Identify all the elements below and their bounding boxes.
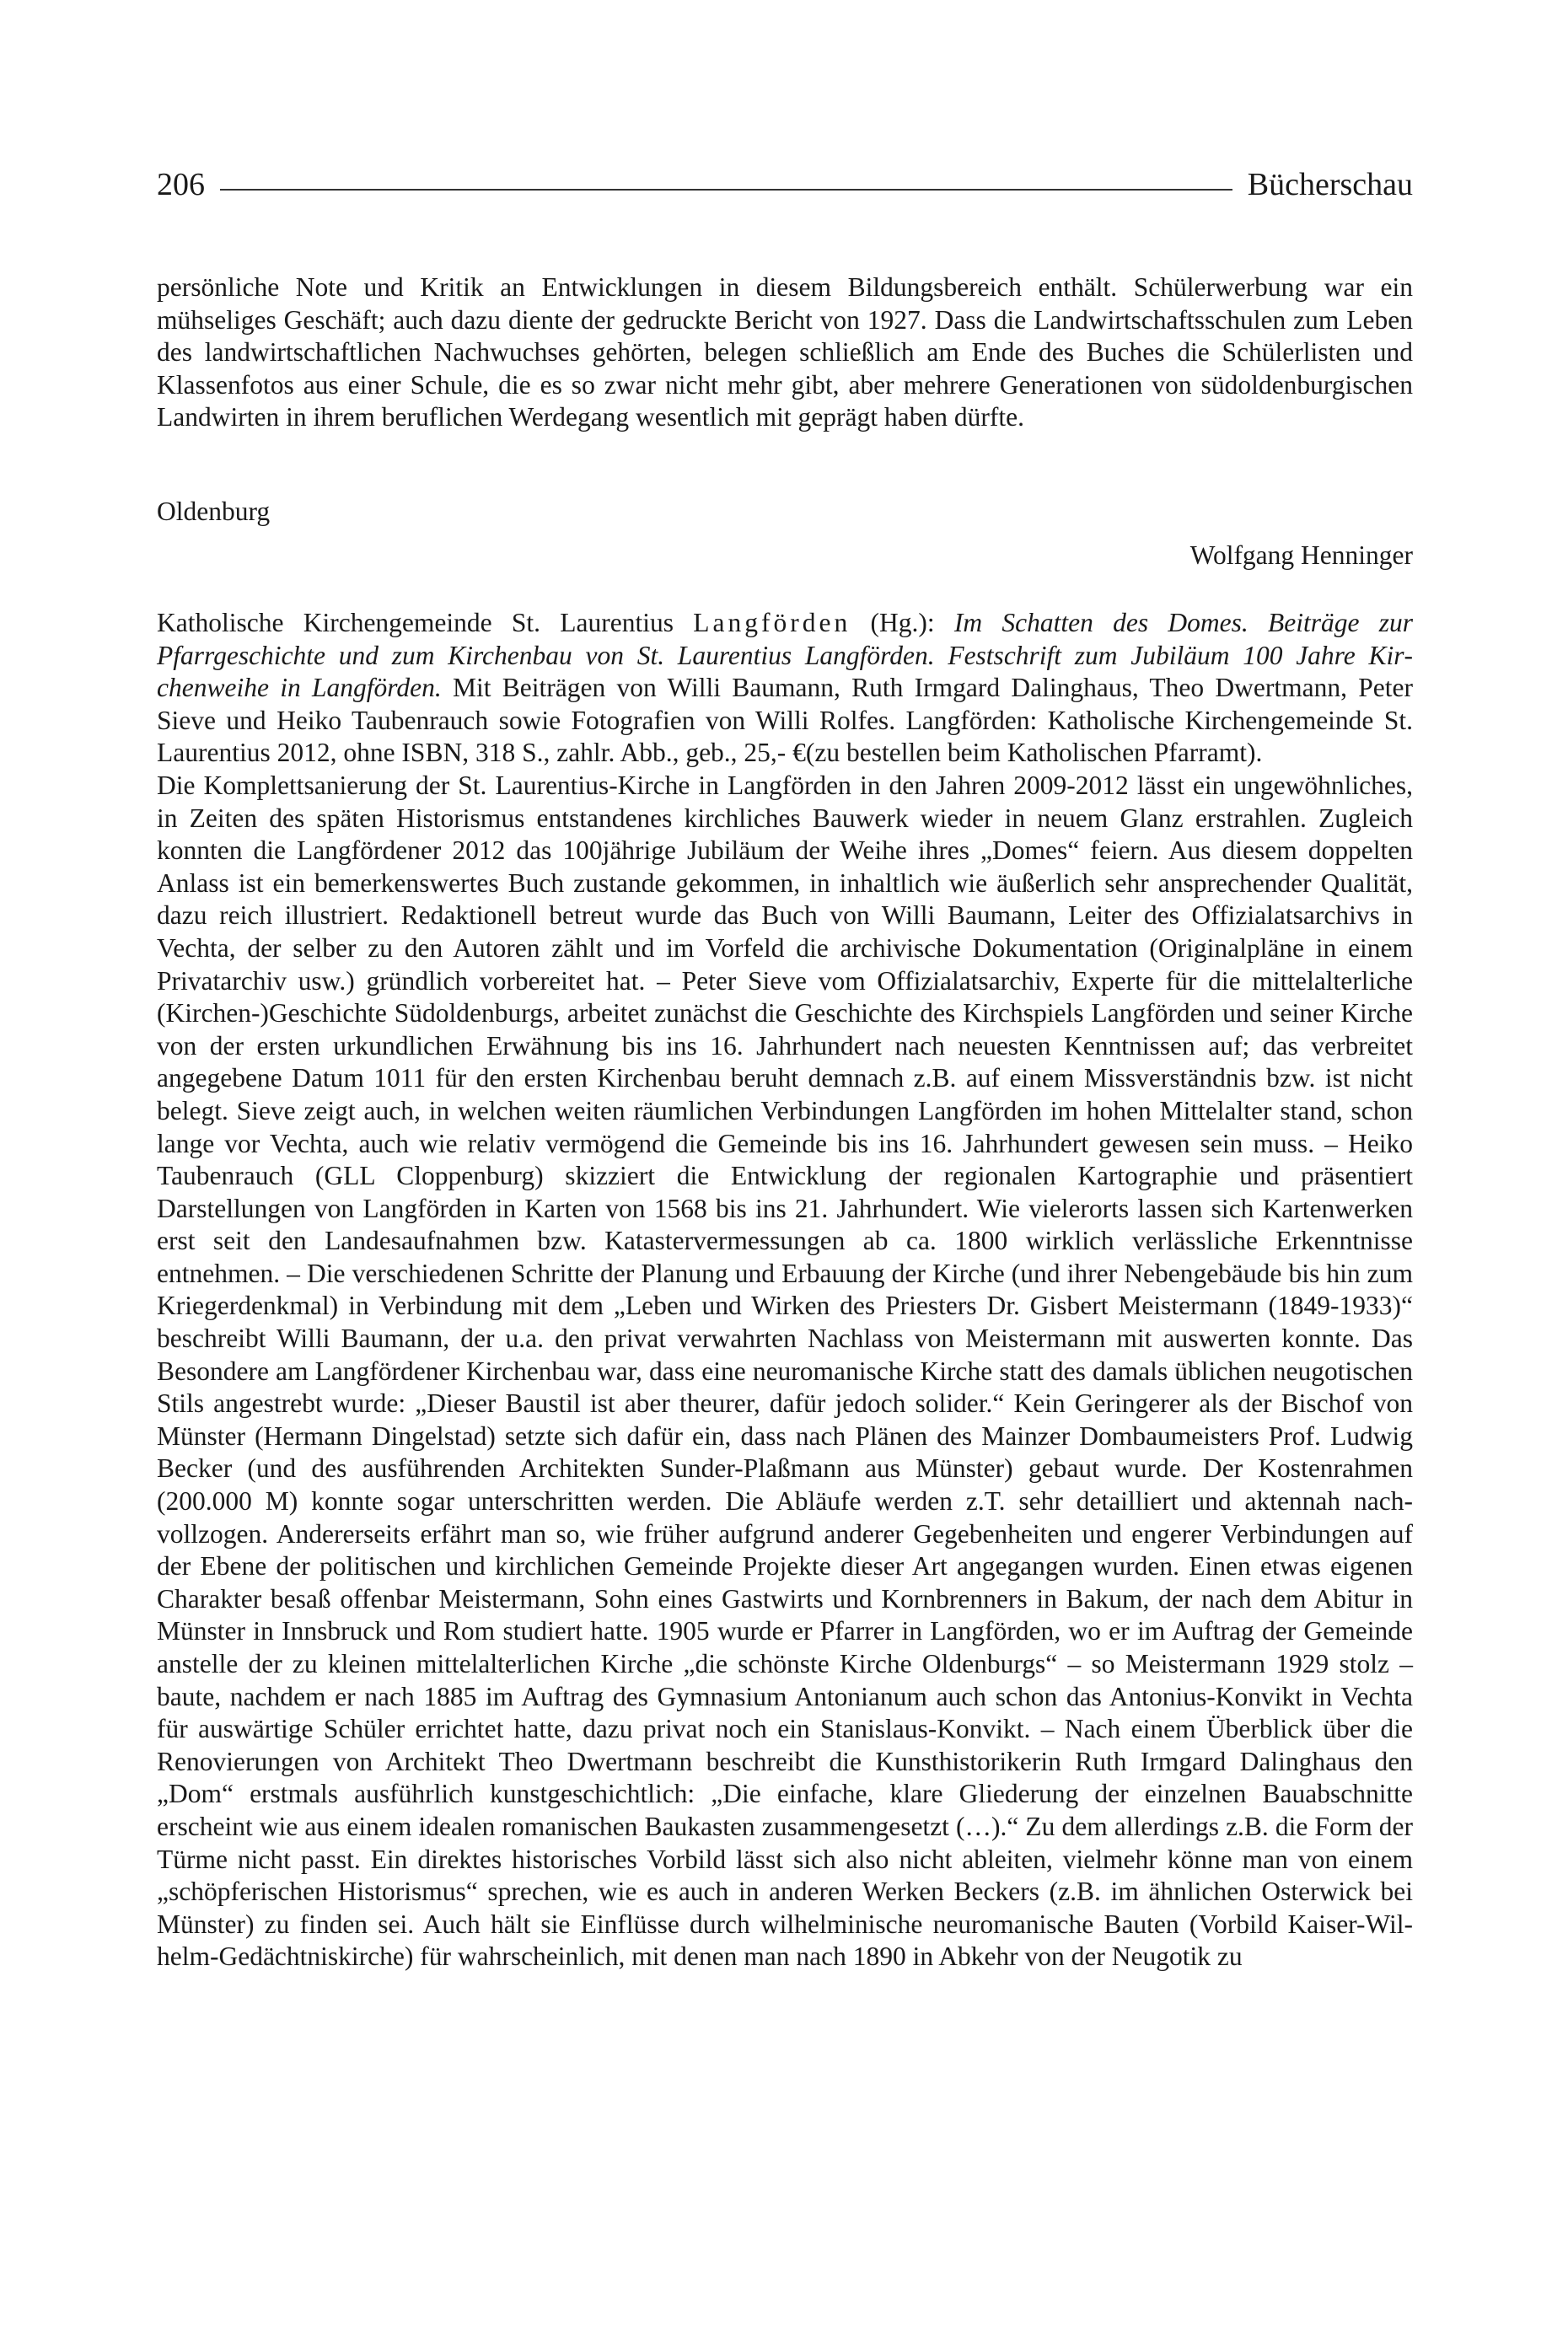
- bibliographic-entry: [157, 607, 1413, 770]
- signature-place: Oldenburg: [157, 497, 271, 526]
- biblio-publisher: Katholische Kirchengemeinde St. Laurentius: [157, 608, 694, 637]
- page-number: 206: [157, 167, 205, 202]
- signature-author: Wolfgang Henninger: [1189, 540, 1413, 570]
- review-body-text: Die Komplettsanierung der St. Laurentius-Kirche in Langförden in den Jahren 2009-2012 lässt ein ungewöhnliches, in Zeiten des späten Historismus entstandenes kirchliches Bauwerk wieder in neuem Glanz erstrahlen. Zugleich konnten die Langfördener 2012 das 100jährige Jubiläum der Weihe ihres „Domes“ feiern. Aus diesem doppelten Anlass ist ein bemerkenswertes Buch zustande gekommen, in inhaltlich wie äußerlich sehr ansprechender Qualität, dazu reich illustriert. Redaktionell betreut wurde das Buch von Willi Baumann, Leiter des Offizialatsarchivs in Vechta, der selber zu den Autoren zählt und im Vorfeld die archivische Dokumentation (Originalpläne in einem Privatarchiv usw.) gründlich vorbereitet hat. – Peter Sieve vom Offizialatsarchiv, Experte für die mittelalterliche (Kirchen-)Geschichte Südoldenburgs, arbeitet zunächst die Geschichte des Kirchspiels Langförden und seiner Kirche von der ersten urkundlichen Erwähnung bis ins 16. Jahrhundert nach neuesten Kenntnissen auf; das verbreitet angegebene Datum 1011 für den ersten Kirchenbau beruht demnach z.B. auf einem Missverständnis bzw. ist nicht belegt. Sieve zeigt auch, in welchen weiten räumlichen Verbindungen Langförden im hohen Mittelalter stand, schon lange vor Vechta, auch wie relativ vermögend die Gemeinde bis ins 16. Jahrhundert gewesen sein muss. – Heiko Taubenrauch (GLL Cloppenburg) skizziert die Entwicklung der regionalen Kartographie und präsentiert Darstellungen von Langförden in Karten von 1568 bis ins 21. Jahrhundert. Wie vielerorts lassen sich Kartenwerken erst seit den Landesaufnahmen bzw. Katastervermessungen ab ca. 1800 wirklich verlässliche Erkenntnisse entnehmen. – Die verschiedenen Schritte der Planung und Erbauung der Kirche (und ihrer Nebengebäude bis hin zum Kriegerdenkmal) in Verbindung mit dem „Leben und Wirken des Priesters Dr. Gisbert Meistermann (1849-1933)“ beschreibt Willi Baumann, der u.a. den privat verwahrten Nachlass von Meistermann mit auswerten konnte. Das Besondere am Langfördener Kirchenbau war, dass eine neuromanische Kirche statt des damals üblichen neugotischen Stils angestrebt wurde: „Dieser Baustil ist aber theurer, dafür jedoch solider.“ Kein Geringerer als der Bischof von Münster (Hermann Dingelstad) setzte sich dafür ein, dass nach Plänen des Mainzer Dombaumeisters Prof. Ludwig Becker (und des ausführenden Architekten Sunder-Plaßmann aus Münster) gebaut wurde. Der Kostenrahmen (200.000 M) konnte sogar unterschritten werden. Die Abläufe werden z.T. sehr detailliert und aktennah nachvollzogen. Andererseits erfährt man so, wie früher aufgrund anderer Gegebenheiten und engerer Verbindungen auf der Ebene der politischen und kirchlichen Gemeinde Projekte dieser Art angegangen wurden. Einen etwas eigenen Charakter besaß offenbar Meistermann, Sohn eines Gastwirts und Kornbrenners in Bakum, der nach dem Abitur in Münster in Innsbruck und Rom studiert hatte. 1905 wurde er Pfarrer in Langförden, wo er im Auftrag der Gemeinde anstelle der zu kleinen mittelalterlichen Kirche „die schönste Kirche Oldenburgs“ – so Meistermann 1929 stolz – baute, nachdem er nach 1885 im Auftrag des Gymnasium Antonianum auch schon das Antonius-Konvikt in Vechta für auswärtige Schüler errichtet hatte, dazu privat noch ein Stanislaus-Konvikt. – Nach einem Überblick über die Renovierungen von Architekt Theo Dwertmann beschreibt die Kunsthistorikerin Ruth Irmgard Dalinghaus den „Dom“ erstmals ausführlich kunstgeschichtlich: „Die einfache, klare Gliederung der einzelnen Bauabschnitte erscheint wie aus einem idealen romanischen Baukasten zusammengesetzt (…).“ Zu dem allerdings z.B. die Form der Türme nicht passt. Ein direktes historisches Vorbild lässt sich also nicht ableiten, vielmehr könne man von einem „schöpferischen Historismus“ sprechen, wie es auch in anderen Werken Beckers (z.B. im ähnlichen Osterwick bei Münster) zu finden sei. Auch hält sie Einflüsse durch wilhelminische neuromanische Bauten (Vorbild Kaiser-Wilhelm-Gedächtniskirche) für wahrscheinlich, mit denen man nach 1890 in Abkehr von der Neugotik zu: [157, 770, 1413, 1972]
- biblio-title: Im Schatten des Domes. Beiträge zur Pfarrgeschichte und zum Kirchenbau von St. Laurentius Langförden. Festschrift zum Jubiläum 100 Jahre Kirchenweihe in Langförden.: [157, 608, 1413, 703]
- biblio-editor: (Hg.):: [851, 608, 954, 637]
- review-entry: [157, 607, 1413, 1974]
- header-rule: [220, 189, 1232, 191]
- biblio-details: Mit Beiträgen von Willi Baumann, Ruth Irmgard Dalinghaus, Theo Dwertmann, Peter Sieve und Heiko Taubenrauch sowie Fotografien von Willi Rolfes. Langförden: Katholische Kirchengemeinde St. Laurentius 2012, ohne ISBN, 318 S., zahlr. Abb., geb., 25,- €(zu bestellen beim Katholischen Pfarramt).: [157, 673, 1414, 768]
- biblio-place: Langförden: [693, 608, 851, 637]
- review-continuation-text: persönliche Note und Kritik an Entwicklungen in diesem Bildungsbereich enthält. Schülerwerbung war ein mühseliges Geschäft; auch dazu diente der gedruckte Bericht von 1927. Dass die Landwirtschaftsschulen zum Leben des landwirtschaftlichen Nachwuchses gehörten, belegen schließlich am Ende des Buches die Schülerlisten und Klassenfotos aus einer Schule, die es so zwar nicht mehr gibt, aber mehrere Generationen von südoldenburgischen Landwirten in ihrem beruflichen Werdegang wesentlich mit geprägt haben dürfte.: [157, 272, 1413, 432]
- running-title: Bücherschau: [1247, 167, 1413, 202]
- page-header: [157, 150, 1413, 201]
- review-continuation: [157, 271, 1413, 434]
